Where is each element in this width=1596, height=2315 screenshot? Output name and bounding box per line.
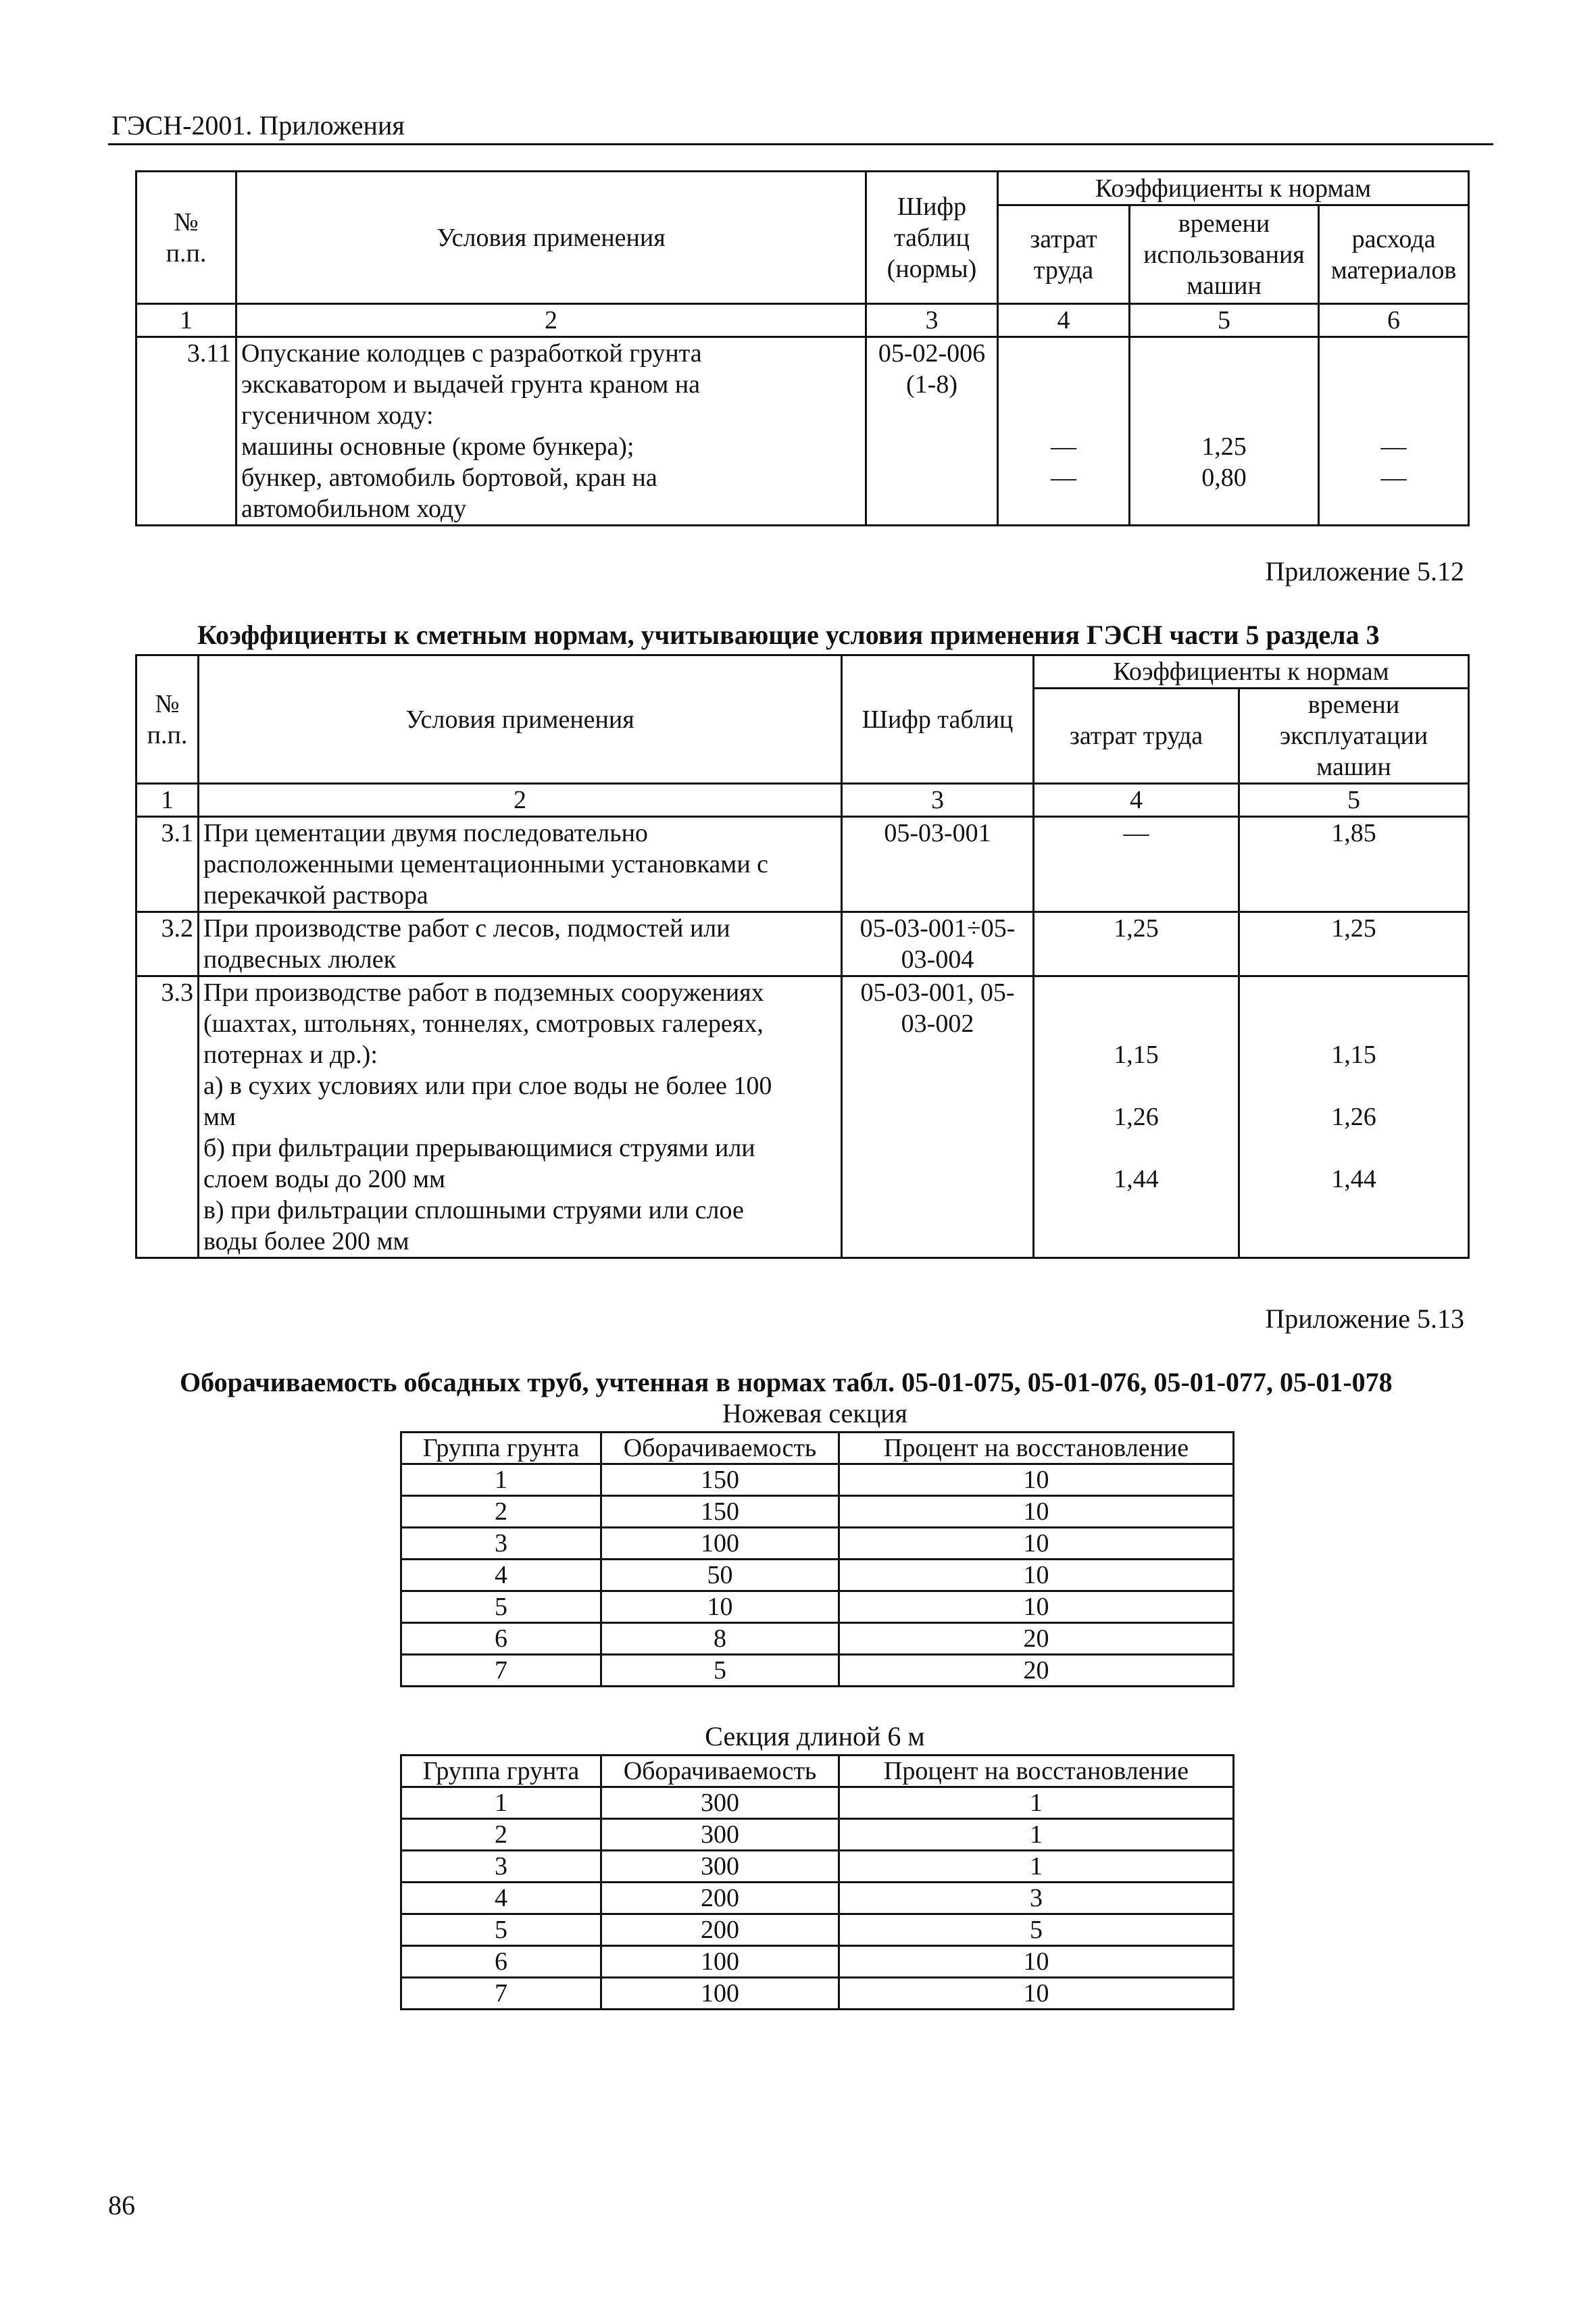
table-row: 4 50 10 <box>401 1560 1234 1591</box>
column-number-row: 1 2 3 4 5 6 <box>136 304 1469 337</box>
header-conditions: Условия применения <box>236 172 866 304</box>
table-header-row: Группа грунта Оборачиваемость Процент на восстановление <box>401 1433 1234 1464</box>
table-row: 5 10 10 <box>401 1591 1234 1623</box>
table-row: 1 300 1 <box>401 1787 1234 1819</box>
header-coef-group: Коэффициенты к нормам <box>998 172 1469 205</box>
table-row: 4 200 3 <box>401 1883 1234 1914</box>
running-header: ГЭСН-2001. Приложения <box>111 110 405 141</box>
knife-section-table <box>400 1431 1235 1687</box>
table-header-row: Группа грунта Оборачиваемость Процент на восстановление <box>401 1756 1234 1787</box>
page-number: 86 <box>108 2190 135 2220</box>
header-labor: затрат труда <box>1034 689 1239 784</box>
section-6m-table <box>400 1754 1235 2010</box>
table-row: 5 200 5 <box>401 1914 1234 1946</box>
coefficients-table-5-12 <box>135 654 1470 1259</box>
table-row: 3 100 10 <box>401 1528 1234 1560</box>
header-materials: расхода материалов <box>1319 205 1469 304</box>
table-row: 3 300 1 <box>401 1851 1234 1883</box>
appendix-5-12-title: Коэффициенты к сметным нормам, учитывающие условия применения ГЭСН части 5 раздела 3 <box>197 620 1380 650</box>
table-row: 7 5 20 <box>401 1655 1234 1687</box>
header-machine-time: времени использования машин <box>1130 205 1319 304</box>
coefficients-table-continued <box>135 170 1470 526</box>
table-row: 3.11 Опускание колодцев с разработкой грунта экскаватором и выдачей грунта краном на гусеничном ходу: машины основные (кроме бункера); бункер, автомобиль бортовой, кран на автомобильном ходу 05-02-006 (1-8) — — 1,25 0,80 — — <box>136 337 1469 526</box>
header-num: № п.п. <box>136 172 236 304</box>
knife-section-caption: Ножевая секция <box>722 1398 907 1428</box>
header-num: № п.п. <box>136 655 199 784</box>
header-machine-time: времени эксплуатации машин <box>1239 689 1469 784</box>
table-row: 2 150 10 <box>401 1496 1234 1528</box>
header-code: Шифр таблиц (нормы) <box>866 172 998 304</box>
header-conditions: Условия применения <box>199 655 842 784</box>
table-row: 3.3 При производстве работ в подземных сооружениях (шахтах, штольнях, тоннелях, смотровых галереях, потернах и др.): а) в сухих условиях или при слое воды не более 100 мм б) при фильтрации прерывающимися струями или слоем воды до 200 мм в) при фильтрации сплошными струями или слое воды более 200 мм 05-03-001, 05- 03-002 1,15 1,26 1,44 1,15 1,26 1,44 <box>136 976 1469 1258</box>
appendix-5-13-label: Приложение 5.13 <box>1265 1303 1464 1334</box>
header-rule <box>108 143 1493 145</box>
header-coef-group: Коэффициенты к нормам <box>1034 655 1469 689</box>
header-code: Шифр таблиц <box>842 655 1034 784</box>
table-row: 2 300 1 <box>401 1819 1234 1851</box>
table-row: 3.2 При производстве работ с лесов, подмостей или подвесных люлек 05-03-001÷05- 03-004 1,25 1,25 <box>136 912 1469 976</box>
table-row: 6 8 20 <box>401 1623 1234 1655</box>
table-row: 7 100 10 <box>401 1978 1234 2010</box>
appendix-5-13-title: Оборачиваемость обсадных труб, учтенная в нормах табл. 05-01-075, 05-01-076, 05-01-077, 05-01-078 <box>180 1367 1393 1397</box>
table-row: 6 100 10 <box>401 1946 1234 1978</box>
section-6m-caption: Секция длиной 6 м <box>705 1721 925 1751</box>
column-number-row: 1 2 3 4 5 <box>136 784 1469 817</box>
header-labor: затрат труда <box>998 205 1130 304</box>
table-row: 1 150 10 <box>401 1464 1234 1496</box>
appendix-5-12-label: Приложение 5.12 <box>1265 556 1464 587</box>
table-row: 3.1 При цементации двумя последовательно расположенными цементационными установками с перекачкой раствора 05-03-001 — 1,85 <box>136 817 1469 912</box>
